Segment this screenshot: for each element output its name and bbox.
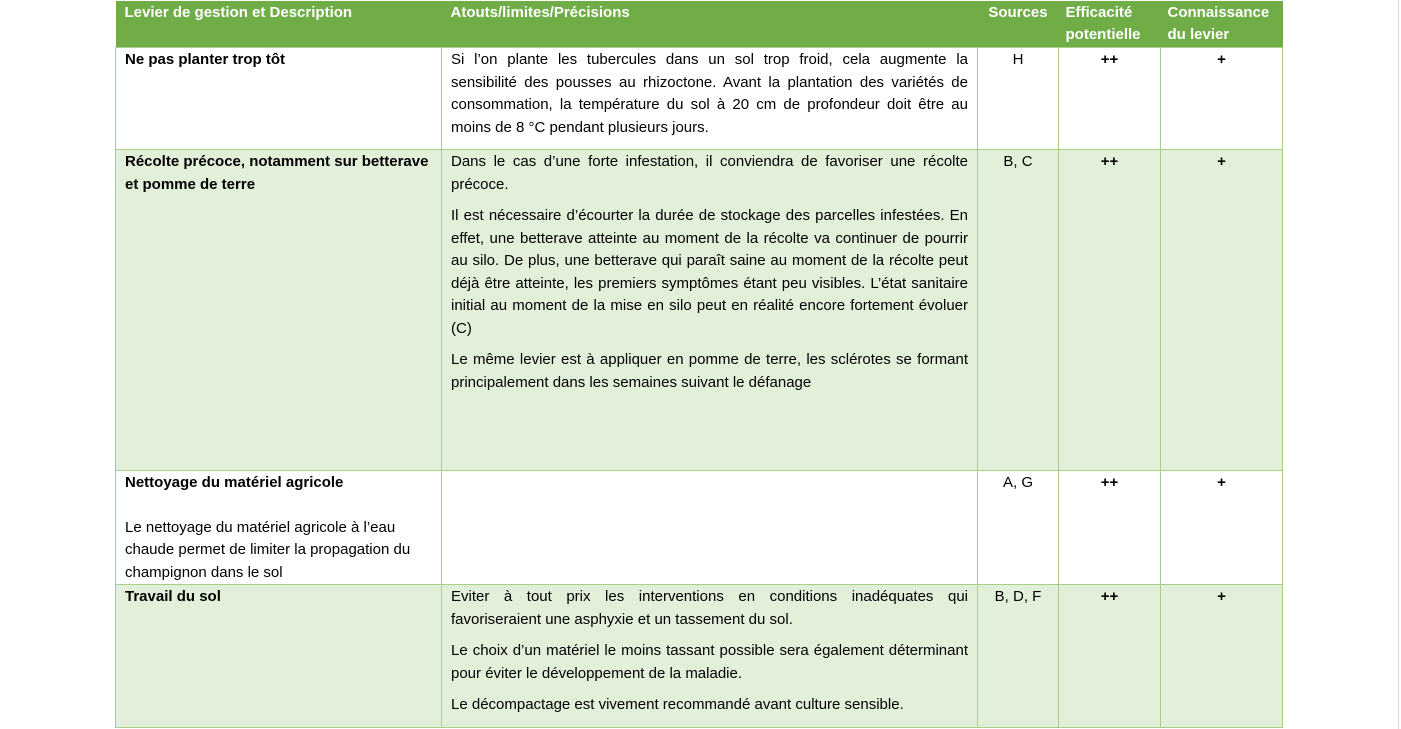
lever-title: Ne pas planter trop tôt bbox=[125, 51, 286, 68]
table-row bbox=[116, 585, 1283, 728]
lever-cell bbox=[116, 585, 442, 728]
detail-paragraph: Si l’on plante les tubercules dans un sol trop froid, cela augmente la sensibilité des pousses au rhizoctone. Avant la plantation des variétés de consommation, la température du sol à 20 cm de profondeur doit être au moins de 8 °C pendant plusieurs jours. bbox=[451, 51, 968, 136]
detail-paragraph: Dans le cas d’une forte infestation, il conviendra de favoriser une récolte précoce. bbox=[451, 153, 968, 193]
table-row bbox=[116, 471, 1283, 585]
header-knowledge: Connaissance du levier bbox=[1161, 1, 1283, 48]
lever-title: Nettoyage du matériel agricole bbox=[125, 474, 344, 491]
detail-paragraph: Eviter à tout prix les interventions en conditions inadéquates qui favoriseraient une asphyxie et un tassement du sol. bbox=[451, 588, 968, 628]
details-cell bbox=[442, 48, 978, 150]
page-edge-rule bbox=[1398, 0, 1399, 729]
detail-paragraph: Le choix d’un matériel le moins tassant possible sera également déterminant pour éviter le développement de la maladie. bbox=[451, 642, 968, 682]
lever-description: Le nettoyage du matériel agricole à l’eau chaude permet de limiter la propagation du champignon dans le sol bbox=[125, 518, 411, 581]
header-details: Atouts/limites/Précisions bbox=[442, 1, 978, 48]
header-sources: Sources bbox=[978, 1, 1059, 48]
efficacy-cell: ++ bbox=[1059, 48, 1161, 150]
detail-paragraph: Il est nécessaire d’écourter la durée de stockage des parcelles infestées. En effet, une betterave atteinte au moment de la récolte va continuer de pourrir au silo. De plus, une betterave qui paraît saine au moment de la récolte peut déjà être atteinte, les premiers symptômes étant peu visibles. L’état sanitaire initial au moment de la mise en silo peut en réalité encore fortement évoluer (C) bbox=[451, 207, 968, 337]
table-row bbox=[116, 48, 1283, 150]
detail-paragraph: Le même levier est à appliquer en pomme de terre, les sclérotes se formant principalement dans les semaines suivant le défanage bbox=[451, 351, 968, 391]
efficacy-cell: ++ bbox=[1059, 471, 1161, 585]
sources-cell: B, D, F bbox=[978, 585, 1059, 728]
table-row bbox=[116, 150, 1283, 471]
sources-cell: A, G bbox=[978, 471, 1059, 585]
lever-title: Récolte précoce, notamment sur betterave et pomme de terre bbox=[125, 153, 429, 193]
lever-title: Travail du sol bbox=[125, 588, 221, 605]
sources-cell: B, C bbox=[978, 150, 1059, 471]
management-levers-table bbox=[115, 1, 1283, 728]
efficacy-cell: ++ bbox=[1059, 150, 1161, 471]
lever-cell bbox=[116, 48, 442, 150]
knowledge-cell: + bbox=[1161, 471, 1283, 585]
details-cell bbox=[442, 150, 978, 471]
header-lever: Levier de gestion et Description bbox=[116, 1, 442, 48]
sources-cell: H bbox=[978, 48, 1059, 150]
header-efficacy: Efficacité potentielle bbox=[1059, 1, 1161, 48]
details-cell bbox=[442, 585, 978, 728]
lever-cell bbox=[116, 150, 442, 471]
efficacy-cell: ++ bbox=[1059, 585, 1161, 728]
lever-cell bbox=[116, 471, 442, 585]
knowledge-cell: + bbox=[1161, 48, 1283, 150]
knowledge-cell: + bbox=[1161, 585, 1283, 728]
table-header-row bbox=[116, 1, 1283, 48]
details-cell bbox=[442, 471, 978, 585]
knowledge-cell: + bbox=[1161, 150, 1283, 471]
detail-paragraph: Le décompactage est vivement recommandé avant culture sensible. bbox=[451, 696, 904, 713]
